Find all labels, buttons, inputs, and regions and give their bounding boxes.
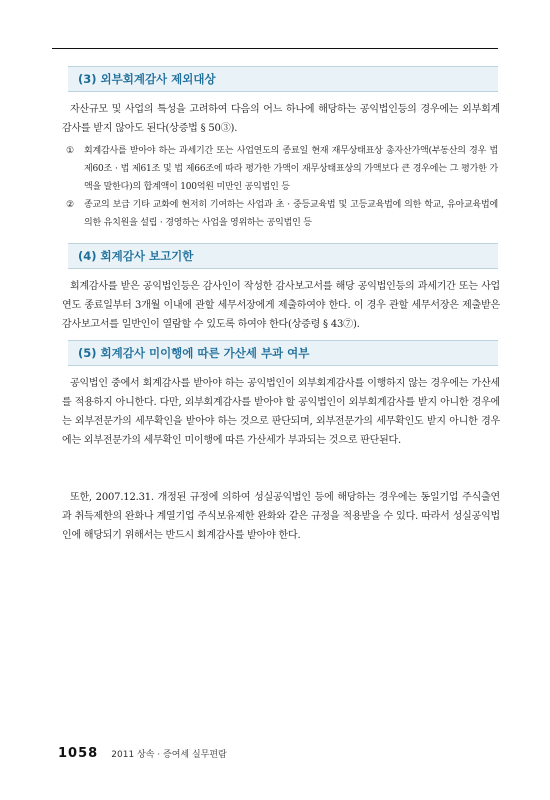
section-5-paragraph-1: 공익법인 중에서 회계감사를 받아야 하는 공익법인이 외부회계감사를 이행하지 않는 경우에는 가산세를 적용하지 아니한다. 다만, 외부회계감사를 받아야 할 공익법인이 외부회계감사를 받지 아니한 경우에는 외부전문가의 세무확인을 받아야 하는 것으로 판단되며, 외부전문가의 세무확인도 받지 아니한 경우에는 외부전문가의 세무확인 미이행에 따른 가산세가 부과되는 것으로 판단된다. — [62, 378, 500, 446]
top-rule — [52, 48, 498, 49]
section-3-title: (3) 외부회계감사 제외대상 — [78, 72, 216, 86]
section-5-title: (5) 회계감사 미이행에 따른 가산세 부과 여부 — [78, 346, 310, 360]
item-2-text: 종교의 보급 기타 교화에 현저히 기여하는 사업과 초 · 중등교육법 및 고등교육법에 의한 학교, 유아교육법에 의한 유치원을 설립 · 경영하는 사업을 영위하는 공익법인 등 — [84, 200, 498, 228]
section-3-header — [68, 66, 498, 92]
page-number: 1058 — [58, 746, 99, 761]
book-title: 2011 상속 · 증여세 실무편람 — [111, 750, 227, 760]
section-4-header — [68, 243, 498, 269]
section-3-paragraph: 자산규모 및 사업의 특성을 고려하여 다음의 어느 하나에 해당하는 공익법인등의 경우에는 외부회계감사를 받지 않아도 된다(상증법 § 50③). — [62, 104, 500, 134]
section-4-title: (4) 회계감사 보고기한 — [78, 249, 194, 263]
page-footer — [58, 742, 227, 761]
section-4-paragraph: 회계감사를 받은 공익법인등은 감사인이 작성한 감사보고서를 해당 공익법인등의 과세기간 또는 사업연도 종료일부터 3개월 이내에 관할 세무서장에게 제출하여야 한다. 이 경우 관할 세무서장은 제출받은 감사보고서를 일반인이 열람할 수 있도록 하여야 한다(상증령 § 43⑦). — [62, 281, 500, 330]
item-1-text: 회계감사를 받아야 하는 과세기간 또는 사업연도의 종료일 현재 재무상태표상 총자산가액(부동산의 경우 법 제60조 · 법 제61조 및 법 제66조에 따라 평가한 가액이 재무상태표상의 가액보다 큰 경우에는 그 평가한 가액을 말한다)의 합계액이 100억원 미만인 공익법인 등 — [84, 146, 498, 192]
section-5-paragraph-2: 또한, 2007.12.31. 개정된 규정에 의하여 성실공익법인 등에 해당하는 경우에는 동일기업 주식출연과 취득제한의 완화나 계열기업 주식보유제한 완화와 같은 규정을 적용받을 수 있다. 따라서 성실공익법인에 해당되기 위해서는 반드시 회계감사를 받아야 한다. — [62, 492, 500, 541]
item-2-number: ② — [66, 200, 74, 210]
section-5-header — [68, 340, 498, 366]
item-1-number: ① — [66, 146, 74, 156]
